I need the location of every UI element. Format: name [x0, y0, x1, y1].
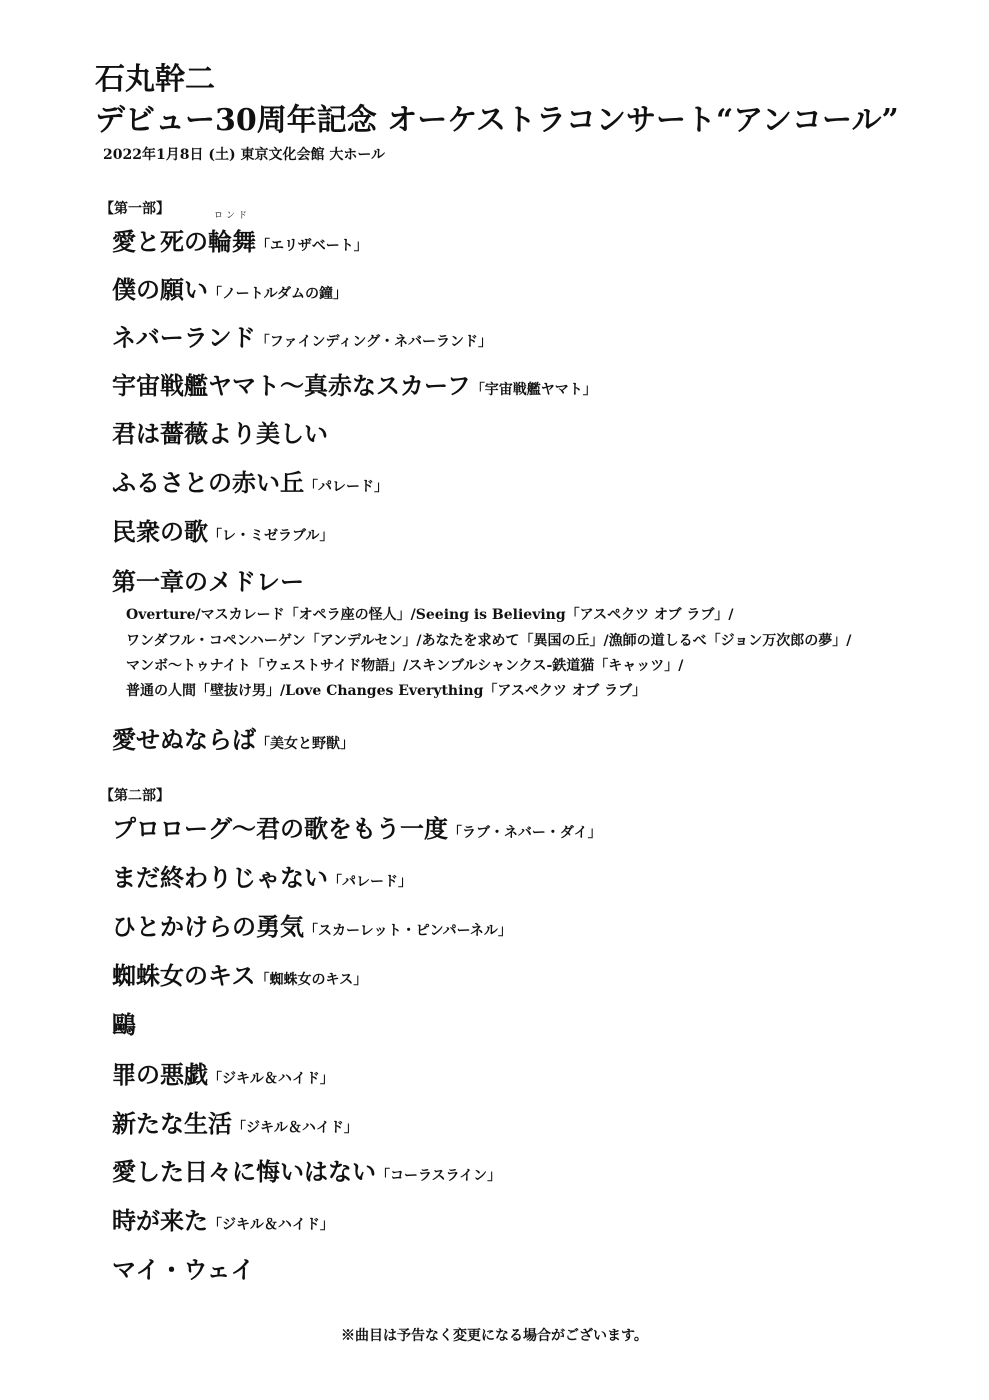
artist-name: 石丸幹二 [95, 62, 215, 97]
song-title: 愛せぬならば [112, 725, 256, 754]
song-source: 「ファインディング・ネバーランド」 [255, 334, 492, 350]
song-source: 「ジキル＆ハイド」 [208, 1217, 334, 1233]
song-item [112, 1009, 136, 1045]
medley-line: Overture/マスカレード「オペラ座の怪人」/Seeing is Believing「アスペクツ オブ ラブ」/ [126, 607, 734, 623]
song-source: 「ラブ・ネバー・ダイ」 [448, 825, 602, 841]
song-title: 愛した日々に悔いはない [112, 1157, 376, 1186]
song-title: マイ・ウェイ [112, 1255, 255, 1284]
song-source: 「ノートルダムの鐘」 [208, 286, 348, 302]
song-item [112, 960, 367, 996]
disclaimer-note: ※曲目は予告なく変更になる場合がございます。 [341, 1328, 648, 1344]
medley-line: 普通の人間「壁抜け男」/Love Changes Everything「アスペクツ オブ ラブ」 [126, 683, 647, 699]
song-item [112, 1156, 501, 1192]
song-title-ruby [208, 211, 256, 258]
song-item [112, 862, 412, 898]
part1-label: 【第一部】 [100, 201, 170, 217]
song-item [112, 724, 354, 760]
song-item [112, 1254, 255, 1290]
song-source: 「パレード」 [304, 479, 388, 495]
song-title: プロローグ～君の歌をもう一度 [112, 814, 448, 843]
song-item [112, 1059, 334, 1095]
song-source: 「スカーレット・ピンパーネル」 [304, 923, 512, 939]
medley-line: ワンダフル・コペンハーゲン「アンデルセン」/あなたを求めて「異国の丘」/漁師の道しるべ「ジョン万次郎の夢」/ [126, 633, 852, 649]
concert-title: デビュー30周年記念 オーケストラコンサート“アンコール” [95, 103, 899, 138]
song-title: 時が来た [112, 1206, 208, 1235]
song-title: 民衆の歌 [112, 517, 208, 546]
song-title: ふるさとの赤い丘 [112, 468, 304, 497]
song-title: 第一章のメドレー [112, 567, 304, 596]
song-item [112, 566, 304, 602]
song-item [112, 370, 597, 406]
song-source: 「宇宙戦艦ヤマト」 [470, 382, 597, 398]
song-item [112, 467, 388, 503]
song-item [112, 813, 602, 849]
medley-line: マンボ〜トゥナイト「ウェストサイド物語」/スキンブルシャンクス-鉄道猫「キャッツ」/ [126, 658, 684, 674]
song-title: 蜘蛛女のキス [112, 961, 256, 990]
song-title: 宇宙戦艦ヤマト～真赤なスカーフ [112, 371, 471, 400]
song-title: 新たな生活 [112, 1109, 232, 1138]
song-source: 「エリザベート」 [256, 238, 368, 254]
song-title: まだ終わりじゃない [112, 863, 328, 892]
ruby-base: 輪舞 [208, 227, 256, 256]
song-source: 「コーラスライン」 [376, 1168, 502, 1184]
song-item [112, 322, 492, 358]
song-source: 「レ・ミゼラブル」 [208, 528, 334, 544]
song-title: 罪の悪戯 [112, 1060, 208, 1089]
song-source: 「ジキル＆ハイド」 [232, 1120, 358, 1136]
song-title: 僕の願い [112, 275, 208, 304]
song-item [112, 211, 368, 262]
part2-label: 【第二部】 [100, 788, 170, 804]
song-item [112, 418, 328, 454]
song-source: 「蜘蛛女のキス」 [255, 972, 368, 988]
song-item [112, 911, 512, 947]
song-source: 「美女と野獣」 [256, 736, 354, 752]
ruby-reading: ロンド [213, 211, 250, 221]
song-title-pre: 愛と死の [112, 227, 208, 256]
song-source: 「パレード」 [328, 874, 412, 890]
song-title: 君は薔薇より美しい [112, 419, 328, 448]
song-title: ネバーランド [112, 323, 256, 352]
song-source: 「ジキル＆ハイド」 [208, 1071, 334, 1087]
song-title: 鷗 [112, 1010, 136, 1039]
song-item [112, 1205, 334, 1241]
date-venue: 2022年1月8日 (土) 東京文化会館 大ホール [103, 147, 386, 163]
song-item [112, 1108, 358, 1144]
song-item [112, 274, 347, 310]
song-title: ひとかけらの勇気 [112, 912, 304, 941]
song-item [112, 516, 333, 552]
